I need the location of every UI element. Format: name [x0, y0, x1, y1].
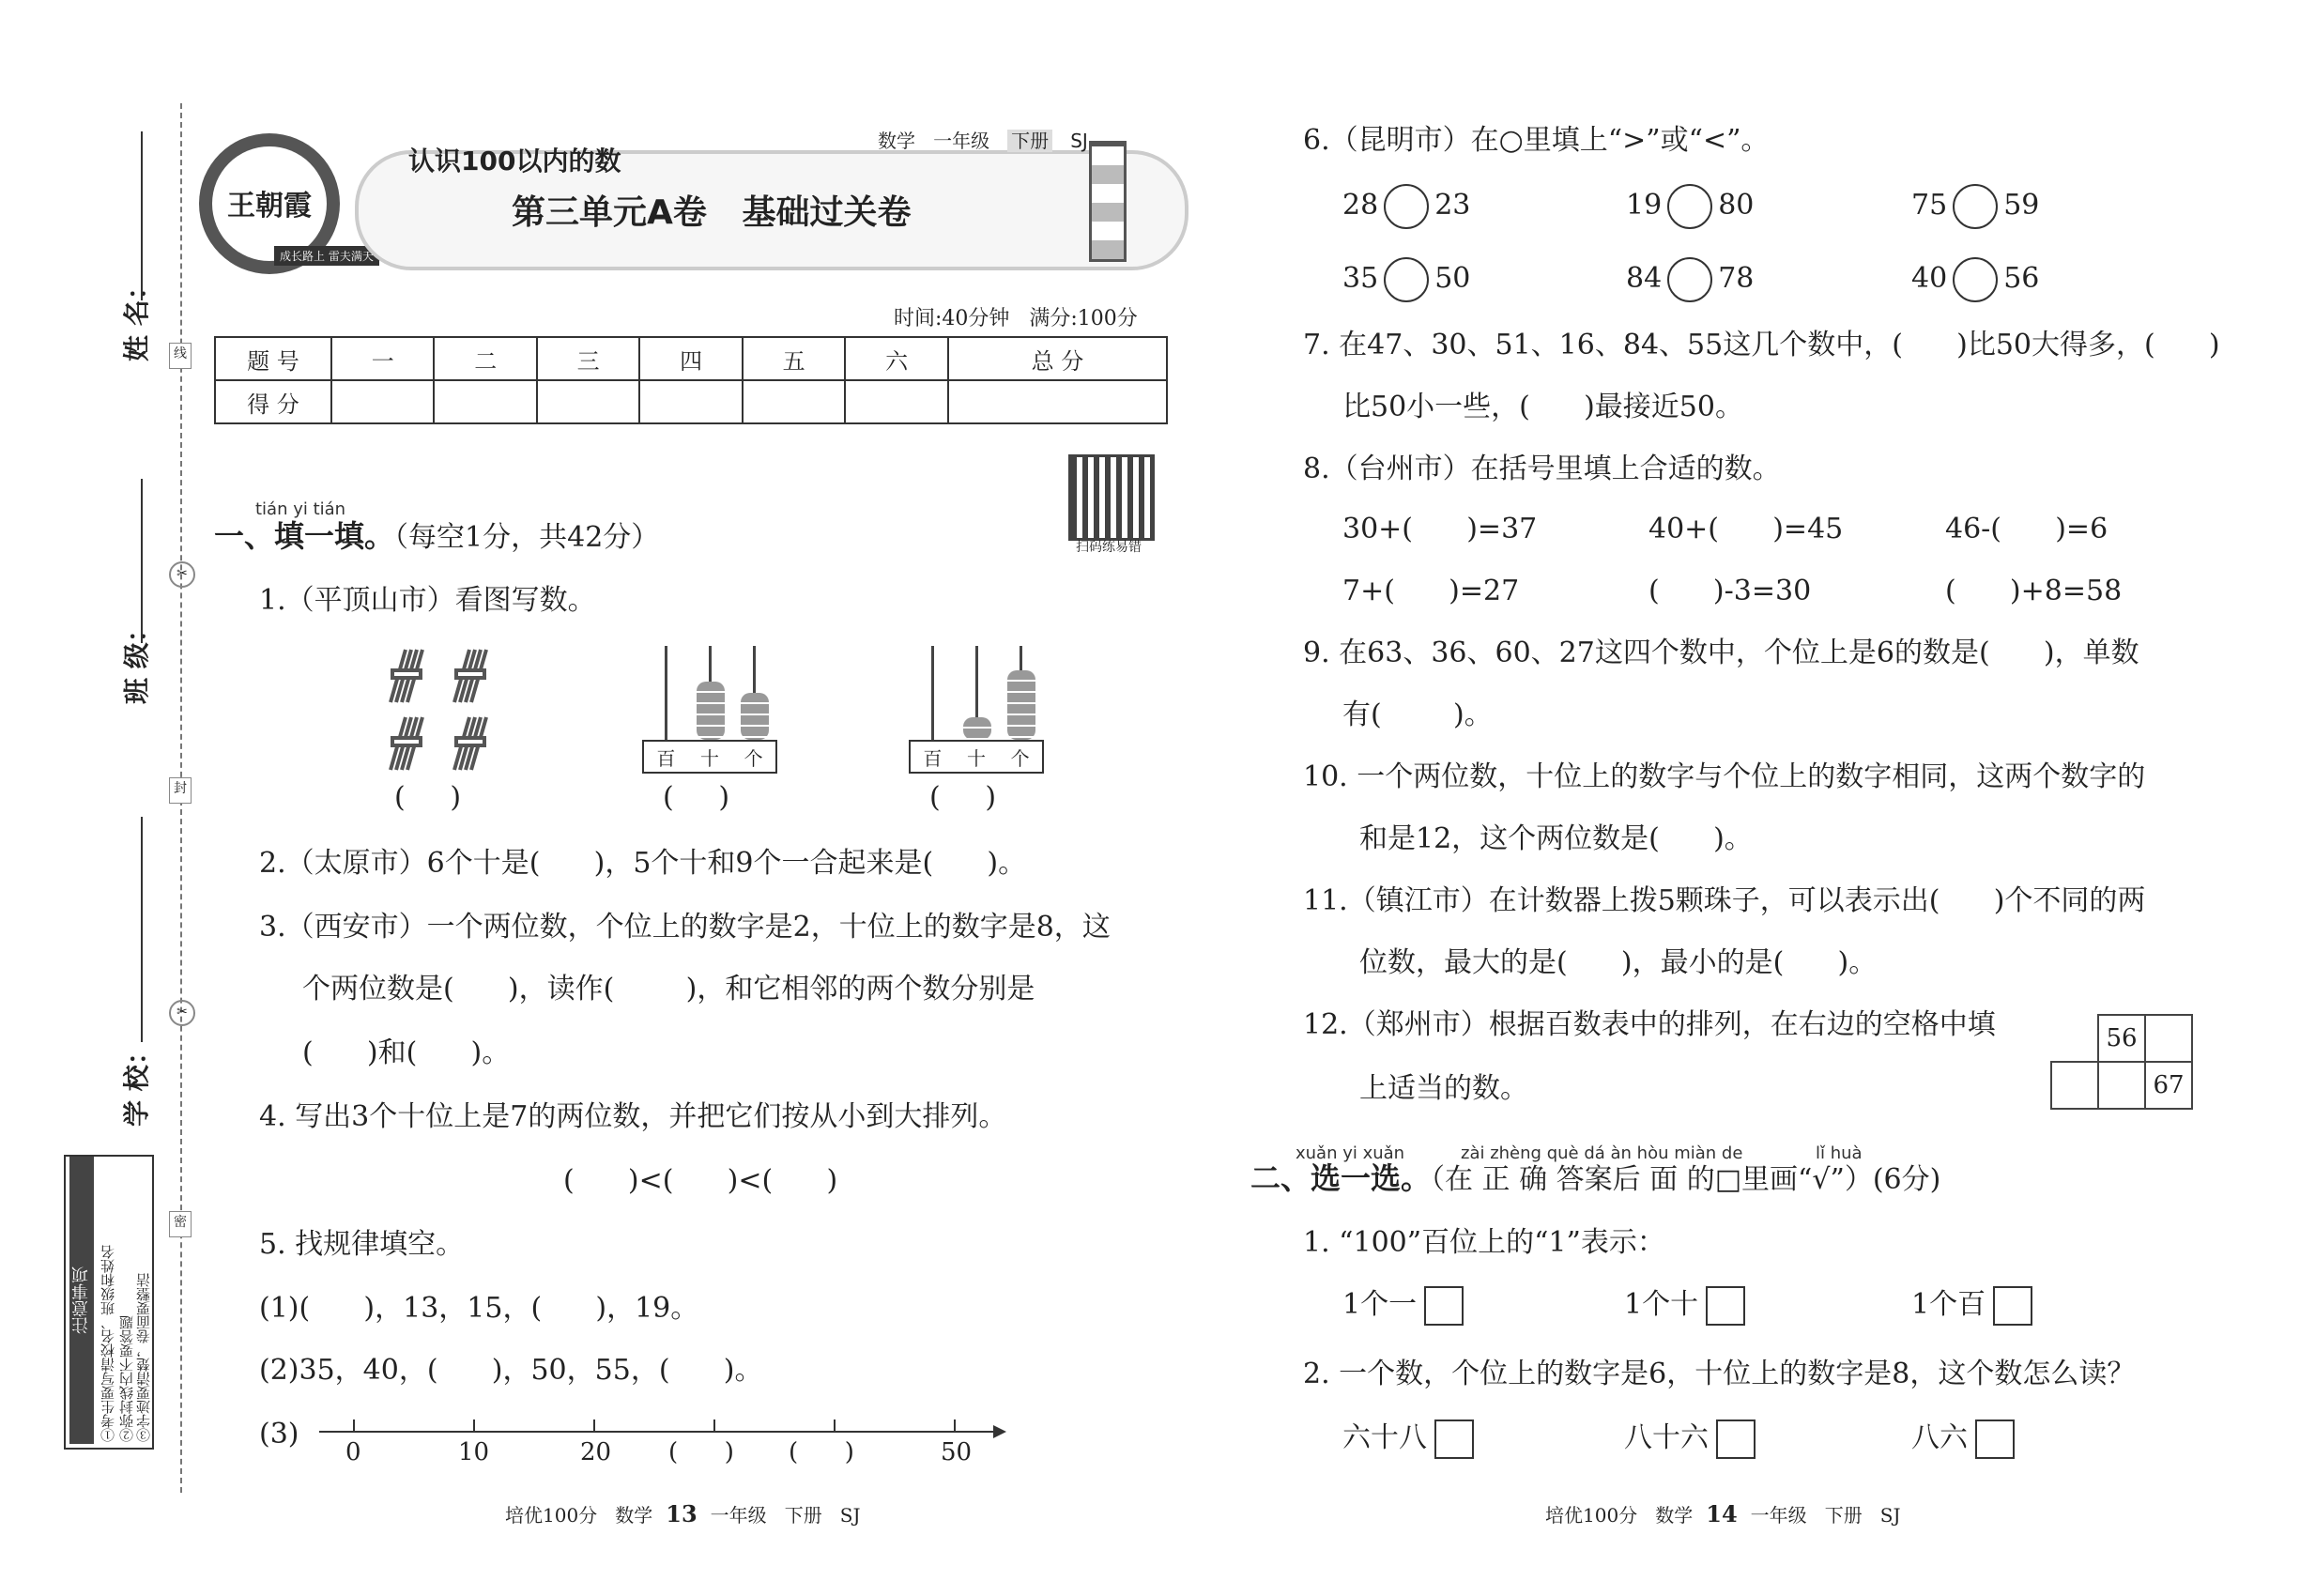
answer-blank[interactable]: ( ) — [929, 781, 997, 814]
compare-item: 19 80 — [1626, 184, 1754, 229]
compare-circle[interactable] — [1953, 257, 1998, 302]
notice-item: ②弥封线内不要答题 — [118, 1315, 135, 1442]
option: 1个十 — [1624, 1286, 1745, 1326]
question-9: 9. 在63、36、60、27这四个数中，个位上是6的数是( )，单数 — [1303, 637, 2139, 669]
number-line-label: 20 — [580, 1438, 612, 1466]
compare-item: 28 23 — [1342, 184, 1470, 229]
time-info: 时间:40分钟 满分:100分 — [894, 307, 1138, 330]
question-4: 4. 写出3个十位上是7的两位数，并把它们按从小到大排列。 — [259, 1100, 1007, 1133]
page-title: 第三单元A卷 基础过关卷 — [512, 193, 912, 232]
header-meta: 数学 一年级 下册 SJ — [878, 130, 1088, 152]
abacus-base: 百 十 个 — [642, 740, 777, 774]
score-cell[interactable] — [639, 380, 742, 423]
question-10-line2: 和是12，这个两位数是( )。 — [1359, 822, 1753, 855]
equation[interactable]: ( )-3=30 — [1648, 575, 1812, 607]
question-1: 1.（平顶山市）看图写数。 — [259, 584, 596, 617]
number-line-label: 10 — [458, 1438, 490, 1466]
abacus-beads — [697, 682, 725, 740]
compare-item: 75 59 — [1911, 184, 2039, 229]
abacus-beads — [741, 693, 769, 740]
equation[interactable]: 7+( )=27 — [1342, 575, 1520, 607]
question-11: 11.（镇江市）在计数器上拨5颗珠子，可以表示出( )个不同的两 — [1303, 884, 2146, 917]
score-cell[interactable] — [537, 380, 639, 423]
question-5-2: (2)35，40，( )，50，55，( )。 — [259, 1354, 763, 1387]
question-11-line2: 位数，最大的是( )，最小的是( )。 — [1359, 946, 1878, 979]
question-5: 5. 找规律填空。 — [259, 1228, 465, 1261]
abacus — [909, 646, 1044, 774]
score-header: 一 — [331, 337, 434, 380]
score-header: 三 — [537, 337, 639, 380]
score-header: 六 — [845, 337, 947, 380]
pinyin: lǐ huà — [1816, 1143, 1863, 1163]
checkbox[interactable] — [1716, 1420, 1756, 1459]
option: 1个一 — [1342, 1286, 1464, 1326]
score-header: 五 — [743, 337, 845, 380]
brand-name: 王朝霞 — [227, 190, 312, 223]
number-line-ticks — [353, 1420, 991, 1433]
abacus-beads — [963, 717, 991, 740]
number-line-label: 50 — [941, 1438, 973, 1466]
option: 八十六 — [1624, 1420, 1756, 1459]
score-header: 二 — [434, 337, 536, 380]
question-8: 8.（台州市）在括号里填上合适的数。 — [1303, 453, 1781, 485]
select-question-1: 1. “100”百位上的“1”表示： — [1303, 1226, 1665, 1259]
score-header: 四 — [639, 337, 742, 380]
equation[interactable]: 46-( )=6 — [1945, 513, 2108, 545]
school-label: 学 校： — [121, 1038, 152, 1127]
checkbox[interactable] — [1424, 1286, 1464, 1326]
pinyin: xuǎn yi xuǎn — [1296, 1143, 1405, 1163]
footer-right: 培优100分 数学 14 一年级 下册 SJ — [1545, 1500, 1901, 1527]
score-header: 题 号 — [215, 337, 331, 380]
checkbox[interactable] — [1975, 1420, 2015, 1459]
school-line — [141, 817, 143, 1042]
question-3-line2: 个两位数是( )，读作( )，和它相邻的两个数分别是 — [302, 973, 1035, 1005]
notice-item: ①考生要写清校名、班级和姓名 — [100, 1245, 116, 1442]
question-9-line2: 有( )。 — [1342, 698, 1493, 731]
question-3-line3: ( )和( )。 — [302, 1036, 511, 1069]
qr-code[interactable] — [1068, 454, 1155, 541]
score-cell[interactable] — [331, 380, 434, 423]
option: 八六 — [1911, 1420, 2015, 1459]
question-6: 6.（昆明市）在○里填上“>”或“<”。 — [1303, 124, 1770, 157]
grid-cell[interactable] — [2051, 1062, 2098, 1109]
answer-blank[interactable]: ( ) — [394, 781, 462, 814]
section-1-heading: 一、填一填。（每空1分，共42分） — [214, 518, 660, 554]
score-header: 总 分 — [948, 337, 1167, 380]
number-line-blank[interactable]: ( ) — [789, 1438, 854, 1466]
score-row-label: 得 分 — [215, 380, 331, 423]
question-5-3: (3) — [259, 1418, 299, 1450]
compare-circle[interactable] — [1384, 184, 1429, 229]
compare-circle[interactable] — [1667, 257, 1712, 302]
number-line-label: 0 — [345, 1438, 361, 1466]
notice-title: 注意事项 — [69, 1157, 94, 1444]
grid-cell[interactable] — [2098, 1062, 2145, 1109]
class-label: 班 级： — [121, 616, 152, 704]
checkbox[interactable] — [1993, 1286, 2032, 1326]
compare-item: 35 50 — [1342, 257, 1470, 302]
grid-cell[interactable] — [2145, 1015, 2192, 1062]
brand-badge: 成长路上 雷夫满天 — [274, 246, 379, 266]
scissor-icon: ✂ — [169, 1000, 195, 1026]
question-3: 3.（西安市）一个两位数，个位上的数字是2，十位上的数字是8，这 — [259, 911, 1111, 944]
equation[interactable]: ( )+8=58 — [1945, 575, 2123, 607]
arrow-right-icon — [993, 1425, 1006, 1438]
qr-caption: 扫码练易错 — [1076, 540, 1142, 555]
question-7-line2: 比50小一些，( )最接近50。 — [1342, 391, 1743, 423]
grid-cell-value: 56 — [2098, 1015, 2145, 1062]
pinyin: tián yi tián — [255, 499, 346, 519]
name-line — [141, 131, 143, 300]
option: 六十八 — [1342, 1420, 1474, 1459]
score-cell[interactable] — [743, 380, 845, 423]
cut-mark-1: 线 — [169, 343, 192, 369]
compare-circle[interactable] — [1953, 184, 1998, 229]
select-question-2: 2. 一个数，个位上的数字是6，十位上的数字是8，这个数怎么读？ — [1303, 1358, 2136, 1390]
question-10: 10. 一个两位数，十位上的数字与个位上的数字相同，这两个数字的 — [1303, 760, 2146, 793]
question-12: 12.（郑州市）根据百数表中的排列，在右边的空格中填 — [1303, 1008, 1996, 1041]
score-table — [214, 336, 1168, 424]
score-cell[interactable] — [948, 380, 1167, 423]
question-12-line2: 上适当的数。 — [1359, 1072, 1528, 1105]
number-line-blank[interactable]: ( ) — [668, 1438, 734, 1466]
class-line — [141, 479, 143, 643]
question-4-answer[interactable]: ( )<( )<( ) — [563, 1164, 838, 1197]
hundred-chart-grid — [2050, 1014, 2193, 1110]
pinyin: zài zhèng què dá àn hòu miàn de — [1461, 1143, 1743, 1163]
abacus-beads — [1007, 670, 1035, 740]
question-2: 2.（太原市）6个十是( )，5个十和9个一合起来是( )。 — [259, 847, 1027, 880]
lighthouse-icon — [1089, 141, 1127, 262]
compare-item: 84 78 — [1626, 257, 1754, 302]
question-7: 7. 在47、30、51、16、84、55这几个数中，( )比50大得多，( ) — [1303, 329, 2220, 361]
compare-circle[interactable] — [1667, 184, 1712, 229]
question-5-1: (1)( )，13，15，( )，19。 — [259, 1292, 699, 1325]
checkbox[interactable] — [1706, 1286, 1745, 1326]
score-cell[interactable] — [845, 380, 947, 423]
equation[interactable]: 30+( )=37 — [1342, 513, 1538, 545]
answer-blank[interactable]: ( ) — [663, 781, 730, 814]
notice-item: ③字迹要清楚，卷面要整洁 — [135, 1273, 152, 1442]
name-label: 姓 名： — [121, 273, 152, 361]
compare-circle[interactable] — [1384, 257, 1429, 302]
notice-box — [64, 1155, 154, 1450]
scissor-icon: ✂ — [169, 561, 195, 588]
abacus-base: 百 十 个 — [909, 740, 1044, 774]
cut-mark-2: 封 — [169, 777, 192, 804]
footer-left: 培优100分 数学 13 一年级 下册 SJ — [505, 1500, 861, 1527]
score-cell[interactable] — [434, 380, 536, 423]
cut-mark-3: 密 — [169, 1211, 192, 1237]
compare-item: 40 56 — [1911, 257, 2039, 302]
stick-bundles — [383, 646, 505, 777]
equation[interactable]: 40+( )=45 — [1648, 513, 1844, 545]
option: 1个百 — [1911, 1286, 2032, 1326]
section-2-heading: 二、选一选。（在 正 确 答案后 面 的□里画“√”）(6分) — [1250, 1160, 1941, 1196]
grid-cell-value: 67 — [2145, 1062, 2192, 1109]
checkbox[interactable] — [1434, 1420, 1474, 1459]
header-subtitle: 认识100以内的数 — [408, 146, 621, 176]
abacus — [642, 646, 777, 774]
